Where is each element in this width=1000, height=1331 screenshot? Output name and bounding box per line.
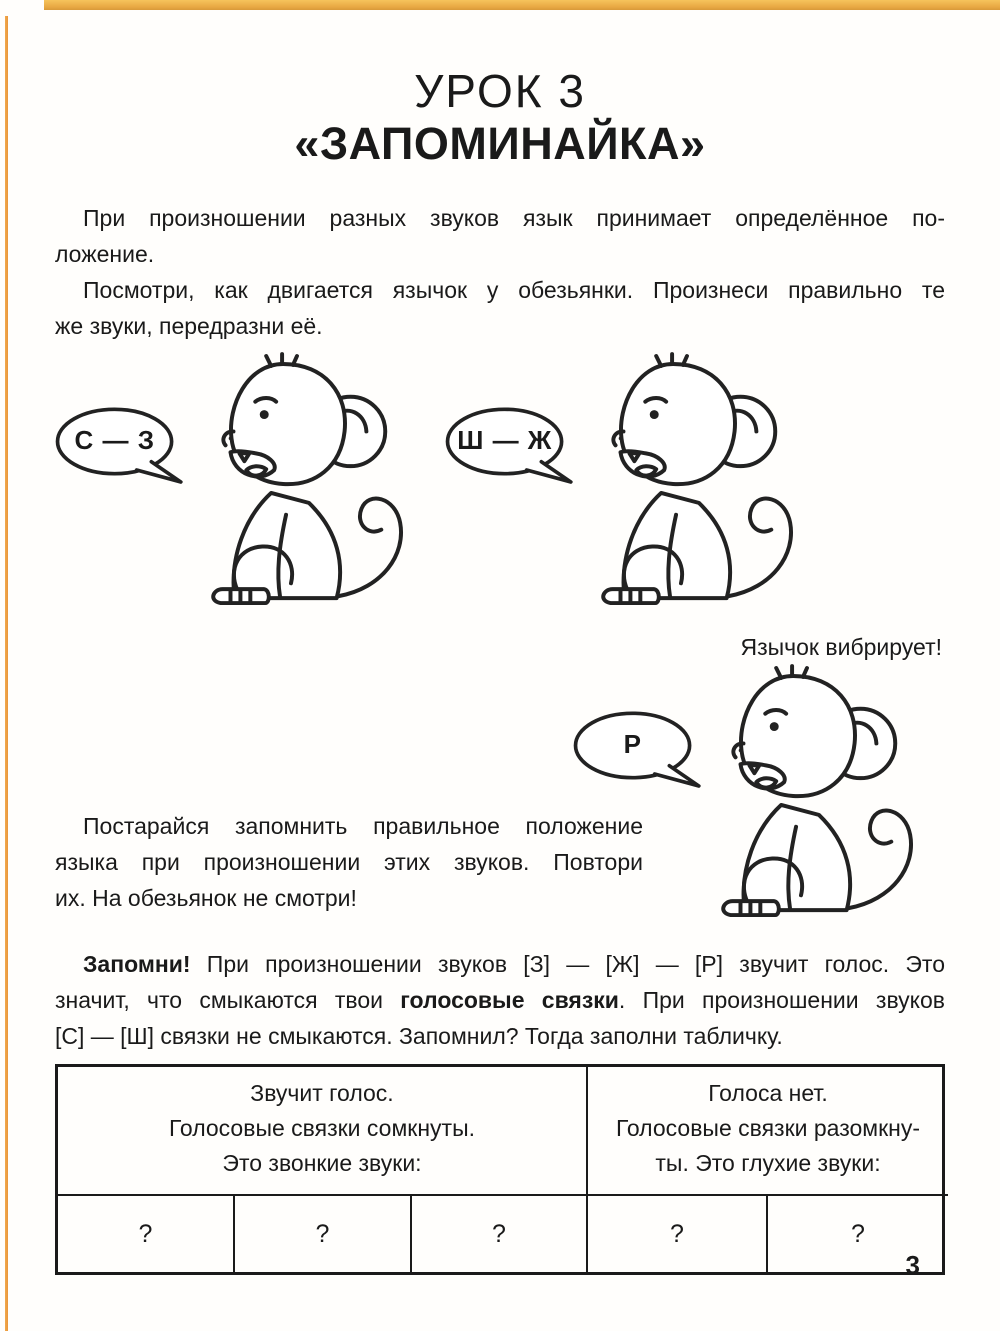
paragraph-line: [С] — [Ш] связки не смыкаются. Запомнил? Тогда заполни табличку.	[55, 1023, 783, 1049]
page-edge-left	[5, 16, 8, 1331]
paragraph-line: языка при произношении этих звуков. Повтори	[55, 849, 643, 875]
lesson-subtitle: «ЗАПОМИНАЙКА»	[294, 118, 706, 169]
table-header-voiceless: Голоса нет. Голосовые связки разомкну- ты. Это глухие звуки:	[588, 1067, 948, 1196]
monkey-figure	[678, 664, 926, 932]
table-answer-cell[interactable]: ?	[412, 1196, 588, 1272]
paragraph-line: же звуки, передразни её.	[55, 313, 323, 339]
monkey-illustration	[168, 352, 416, 620]
monkey-figure	[168, 352, 416, 620]
paragraph-line: значит, что смыкаются твои голосовые связки. При произношении звуков	[55, 987, 945, 1013]
intro-paragraph-2	[55, 272, 945, 344]
vocal-cords-term: голосовые связки	[400, 987, 619, 1013]
table-answer-cell[interactable]: ?	[851, 1219, 865, 1248]
remember-lead: Запомни!	[83, 951, 191, 977]
page-number: 3	[905, 1250, 920, 1280]
monkey-figure	[558, 352, 806, 620]
monkey-illustration	[678, 664, 926, 932]
intro-paragraph-1	[55, 200, 945, 272]
speech-bubble-label: С — З	[74, 424, 156, 455]
paragraph-line: При произношении разных звуков язык принимает определённое по-	[83, 205, 945, 231]
tongue-vibrates-caption: Язычок вибрирует!	[740, 634, 942, 660]
table-answer-cell[interactable]: ?	[588, 1196, 768, 1272]
voiced-voiceless-table	[55, 1064, 945, 1275]
speech-bubble-label: Ш — Ж	[457, 424, 553, 455]
paragraph-line: Постарайся запомнить правильное положение	[83, 813, 643, 839]
practice-paragraph	[55, 808, 643, 916]
paragraph-line: Запомни! При произношении звуков [З] — [Ж] — [Р] звучит голос. Это	[83, 951, 945, 977]
table-header-voiced: Звучит голос. Голосовые связки сомкнуты. Это звонкие звуки:	[58, 1067, 588, 1196]
paragraph-line: Посмотри, как двигается язычок у обезьянки. Произнеси правильно те	[83, 277, 945, 303]
table-answer-cell[interactable]: ?	[235, 1196, 412, 1272]
speech-bubble-label: Р	[623, 728, 642, 759]
page-edge-top	[44, 0, 1000, 10]
lesson-title: УРОК 3	[414, 65, 586, 117]
monkey-illustration	[558, 352, 806, 620]
table-answer-cell[interactable]: ?	[58, 1196, 235, 1272]
paragraph-line: ложение.	[55, 241, 155, 267]
remember-paragraph	[55, 946, 945, 1054]
paragraph-line: их. На обезьянок не смотри!	[55, 885, 357, 911]
